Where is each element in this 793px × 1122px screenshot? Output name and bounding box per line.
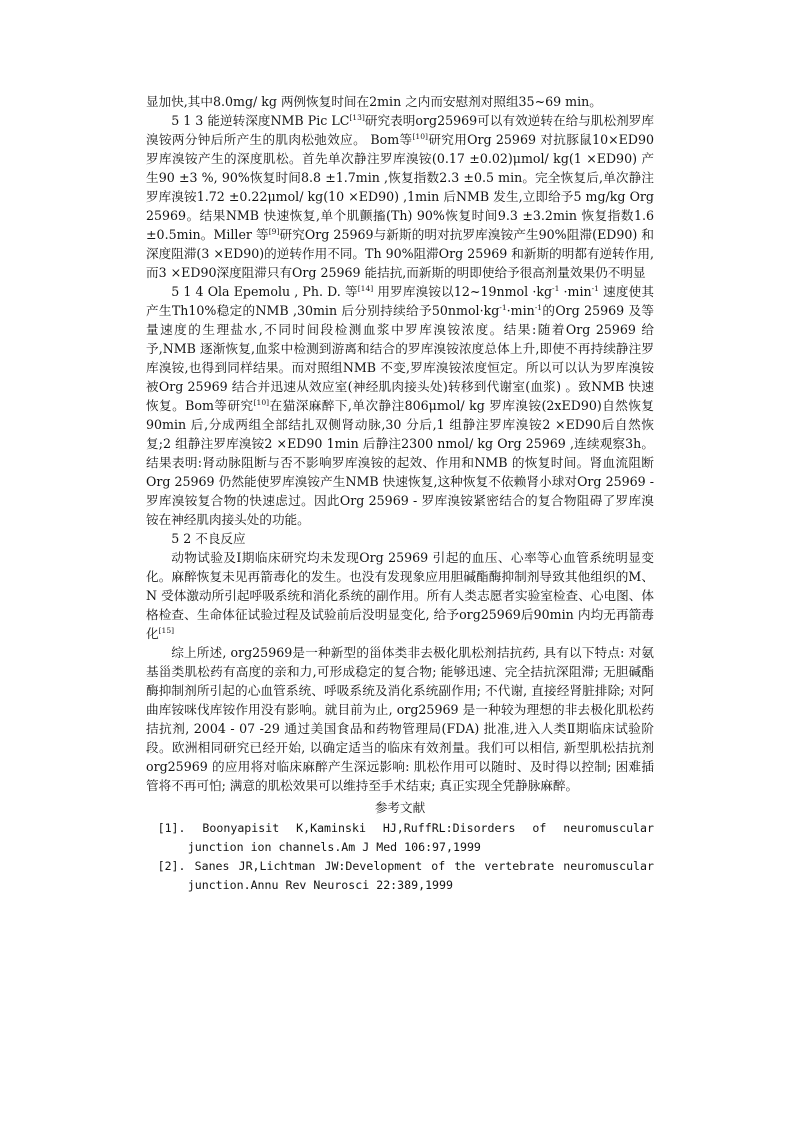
reference-item-2: [2]. Sanes JR,Lichtman JW:Development of the vertebrate neuromuscular junction.Annu Rev Neurosci 22:389,1999 (157, 859, 654, 892)
citation-superscript: [10] (253, 397, 270, 407)
citation-superscript: [10] (412, 131, 428, 141)
citation-superscript: -1 (534, 302, 543, 312)
citation-superscript: [15] (158, 625, 175, 635)
references-heading: 参考文献 (374, 800, 426, 815)
citation-superscript: -1 (591, 283, 599, 293)
section-5-2-body: 动物试验及Ⅰ期临床研究均未发现Org 25969 引起的血压、心率等心血管系统明显变化。麻醉恢复未见再箭毒化的发生。也没有发现象应用胆碱酯酶抑制剂导致其他组织的M、N 受体激动所引起呼吸系统和消化系统的副作用。所有人类志愿者实验室检查、心电图、体格检查、生命体征试验过程及试验前后没明显变化, 给予org25969后90min 内均无再箭毒化[15] (146, 550, 654, 641)
section-5-2-heading: 5 2 不良反应 (171, 531, 246, 546)
conclusion-paragraph: 综上所述, org25969是一种新型的甾体类非去极化肌松剂拮抗药, 具有以下特点: 对氨基甾类肌松药有高度的亲和力,可形成稳定的复合物; 能够迅速、完全拮抗深阻滞; 无胆碱酯酶抑制剂所引起的心血管系统、呼吸系统及消化系统副作用; 不代谢, 直接经肾脏排除; 对阿曲库铵咪伐库铵作用没有影响。就目前为止, org25969 是一种较为理想的非去极化肌松药拮抗剂, 2004 - 07 -29 通过美国食品和药物管理局(FDA) 批准,进入人类Ⅱ期临床试验阶段。欧洲相同研究已经开始, 以确定适当的临床有效剂量。我们可以相信, 新型肌松拮抗剂org25969 的应用将对临床麻醉产生深远影响: 肌松作用可以随时、及时得以控制; 困难插管将不再可怕; 满意的肌松效果可以维持至手术结束; 真正实现全凭静脉麻醉。 (146, 645, 654, 793)
section-5-1-3: 5 1 3 能逆转深度NMB Pic LC[13]研究表明org25969可以有效逆转在给与肌松剂罗库溴铵两分钟后所产生的肌肉松弛效应。 Bom等[10]研究用Org 25969 对抗豚鼠10×ED90罗库溴铵产生的深度肌松。首先单次静注罗库溴铵(0.17 ±0.02)μmol/ kg(1 ×ED90) 产生90 ±3 %, 90%恢复时间8.8 ±1.7min ,恢复指数2.3 ±0.5 min。完全恢复后,单次静注罗库溴铵1.72 ±0.22μmol/ kg(10 ×ED90) ,1min 后NMB 发生,立即给予5 mg/kg Org 25969。结果NMB 快速恢复,单个肌颤搐(Th) 90%恢复时间9.3 ±3.2min 恢复指数1.6 ±0.5min。Miller 等[9]研究Org 25969与新斯的明对抗罗库溴铵产生90%阻滞(ED90) 和深度阻滞(3 ×ED90)的逆转作用不同。Th 90%阻滞Org 25969 和新斯的明都有逆转作用,而3 ×ED90深度阻滞只有Org 25969 能拮抗,而新斯的明即使给予很高剂量效果仍不明显 (146, 112, 654, 280)
section-5-1-4: 5 1 4 Ola Epemolu , Ph. D. 等[14] 用罗库溴铵以12~19nmol $\cdot kg^{-1} \cdot\min^{-1}$ 速度使其产生Th10%稳定的NMB ,30min 后分别持续给予$50nmol\cdot kg^{-1}\cdot\min^{-1}$的Org 25969 及等量速度的生理盐水,不同时间段检测血浆中罗库溴铵浓度。结果:随着Org 25969 给予,NMB 逐渐恢复,血浆中检测到游离和结合的罗库溴铵浓度总体上升,即使不再持续静注罗库溴铵,也得到同样结果。而对照组NMB 不变,罗库溴铵浓度恒定。所以可以认为罗库溴铵被Org 25969 结合并迅速从效应室(神经肌肉接头处)转移到代谢室(血浆) 。致NMB 快速恢复。Bom等研究[10]在猫深麻醉下,单次静注806μmol/ kg 罗库溴铵(2xED90)自然恢复90min 后,分成两组全部结扎双侧肾动脉,30 分后,1 组静注罗库溴铵2 ×ED90后自然恢复;2 组静注罗库溴铵2 ×ED90 1min 后静注2300 nmol/ kg Org 25969 ,连续观察3h。结果表明:肾动脉阻断与否不影响罗库溴铵的起效、作用和NMB 的恢复时间。肾血流阻断Org 25969 仍然能使罗库溴铵产生NMB 快速恢复,这种恢复不依赖肾小球对Org 25969 - 罗库溴铵复合物的快速虑过。因此Org 25969 - 罗库溴铵紧密结合的复合物阻碍了罗库溴铵在神经肌肉接头处的功能。 (146, 283, 655, 527)
citation-superscript: [9] (268, 226, 280, 236)
citation-superscript: [14] (357, 283, 374, 293)
citation-superscript: -1 (499, 302, 507, 312)
citation-superscript: [13] (349, 112, 365, 122)
reference-item-1: [1]. Boonyapisit K,Kaminski HJ,RuffRL:Disorders of neuromuscular junction ion channels.Am J Med 106:97,1999 (157, 821, 654, 854)
paragraph-continuation: 显加快,其中8.0mg/ kg 两例恢复时间在2min 之内而安慰剂对照组35~69 min。 (146, 94, 602, 109)
document-body (146, 92, 654, 895)
citation-superscript: -1 (552, 283, 560, 293)
